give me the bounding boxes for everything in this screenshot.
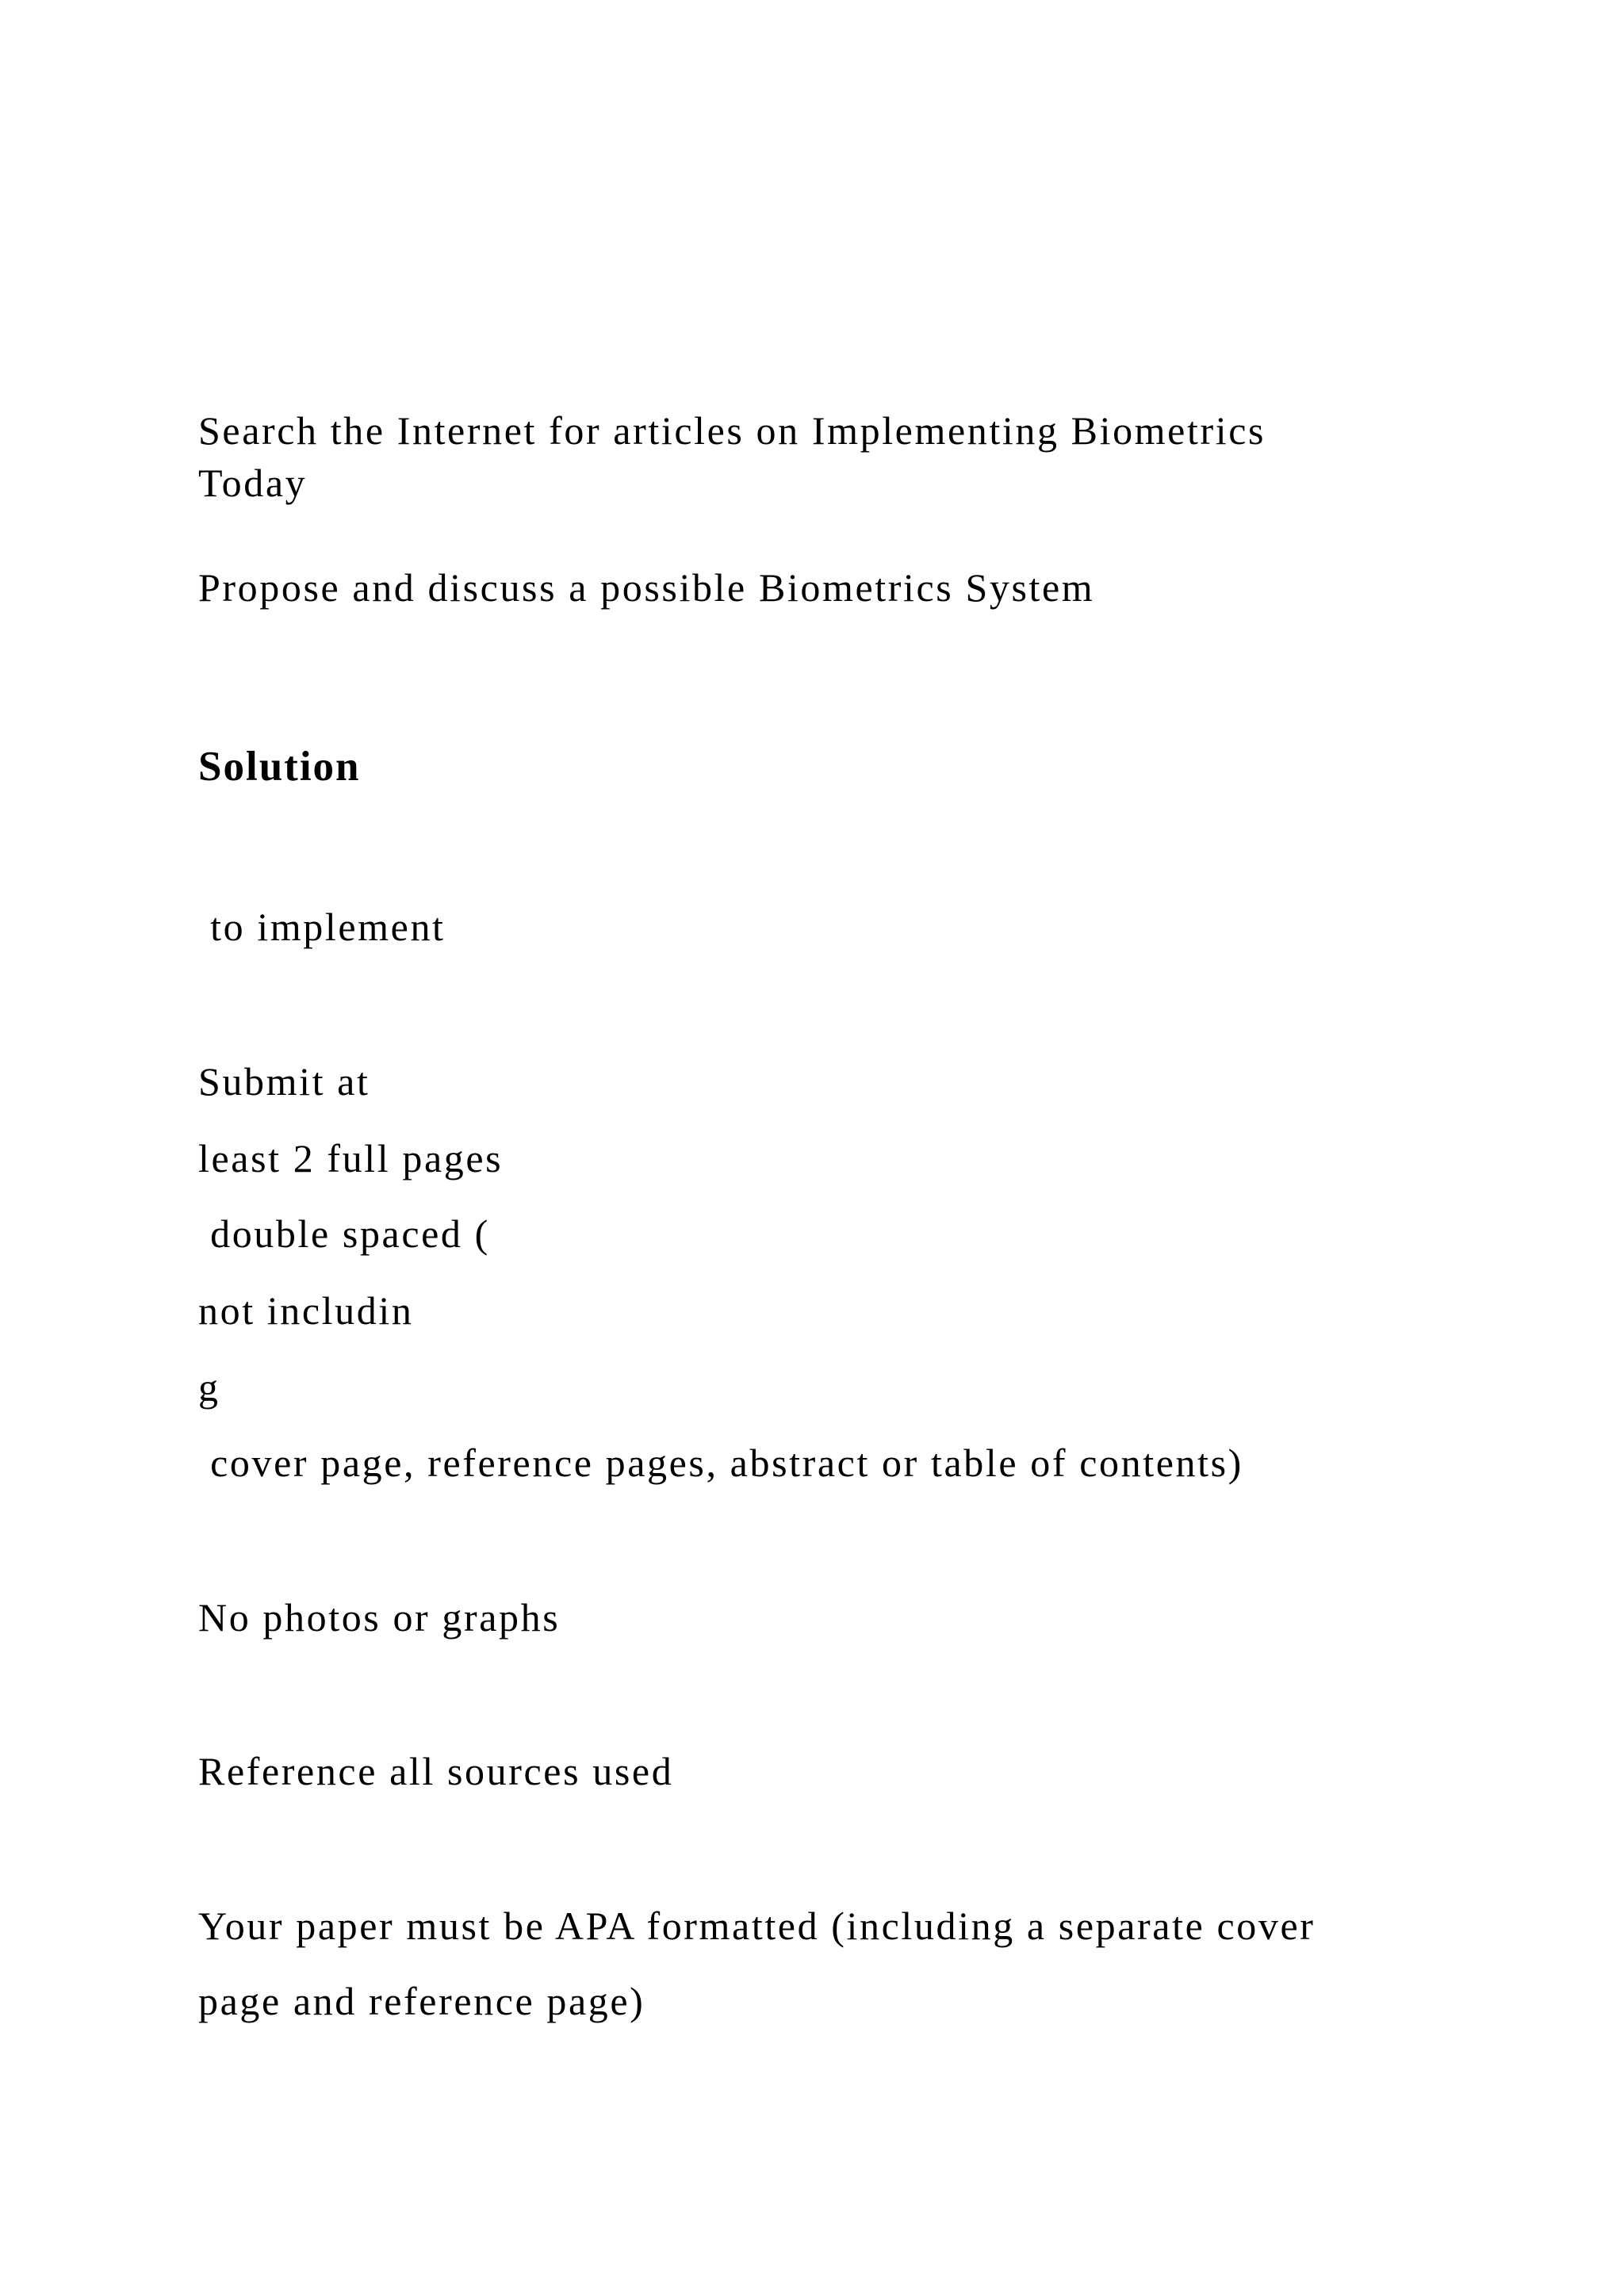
prompt-line-2: Today — [198, 461, 308, 505]
body-line-11: page and reference page) — [198, 1979, 645, 2023]
body-line-6: g — [198, 1365, 220, 1410]
solution-heading: Solution — [198, 744, 361, 790]
prompt-line-1: Search the Internet for articles on Implementing Biometrics — [198, 408, 1266, 453]
body-line-5: not includin — [198, 1288, 414, 1333]
prompt-line-3: Propose and discuss a possible Biometrics System — [198, 565, 1095, 610]
body-line-8: No photos or graphs — [198, 1595, 561, 1640]
body-line-3: least 2 full pages — [198, 1136, 504, 1181]
body-line-1: to implement — [198, 905, 446, 949]
body-line-4: double spaced ( — [198, 1211, 490, 1256]
body-line-7: cover page, reference pages, abstract or table of contents) — [198, 1441, 1243, 1485]
body-line-10: Your paper must be APA formatted (including a separate cover — [198, 1904, 1316, 1948]
body-line-9: Reference all sources used — [198, 1749, 674, 1793]
body-line-2: Submit at — [198, 1059, 370, 1104]
